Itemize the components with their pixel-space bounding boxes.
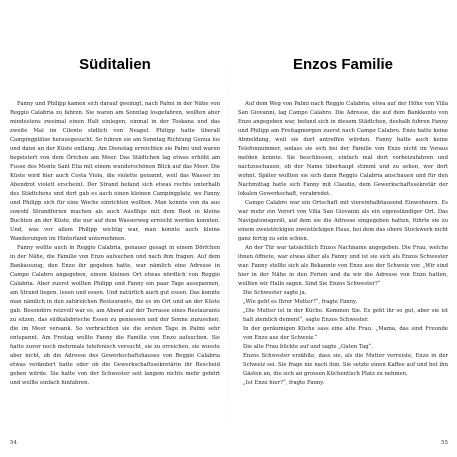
paragraph: Fanny wollte auch in Reggio Calabria, genauer gesagt in einem Dörfchen in der Nähe, die Familie von Enzo aufsuchen und nach ihm fragen. Auf dem Bankauszug, den Enzo ihr gegeben hatte, war nämlich eine Adresse in Campo Calabro angegeben, einem kleinen Ort etwas nördlich von Reggio Calabria. Aber zuerst wollten Philipp und Fanny ein paar Tage ausspannen, am Strand liegen, lesen und essen. Und natürlich auch gut essen. Das konnte man nämlich in den zahlreichen Restaurants, die es im Ort und an der Küste gab. Besonders reizvoll war es, am Abend auf der Terrasse eines Restaurants zu sitzen, das südkalabrische Essen zu geniessen und der Sonne zuzusehen, die im Meer versank. So verbrachten sie die ersten Tage in Palmi sehr entspannt. Am Freitag wollte Fanny die Familie von Enzo aufsuchen. Sie hatte zuvor noch mehrmals telefonisch versucht, sie zu erreichen, sie wusste aber nicht, ob die Adresse des Gewerkschaftshauses von Reggio Calabria etwas verändert hatte oder ob die Gewerkschaftssekretärin ihr Bescheid geben würde. Sie hatte von der Schwester seit langem nichts mehr gehört und wollte einfach hinfahren. (10, 245, 220, 386)
page-number: 54 (10, 440, 17, 446)
paragraph: Die alte Frau blickte auf und sagte „Guten Tag“. (243, 344, 374, 350)
paragraph: Fanny und Philipp kamen sich darauf geeinigt, nach Palmi in der Nähe von Reggio Calabria zu fahren. Sie waren am Sonntag losgefahren, wollten aber mindestens zweimal einen Halt einlegen, einmal in der Toskana und das zweite Mal im Cilento südlich von Neapel. Philipp hatte überall Campingplätze herausgesucht. So fuhren sie am Sonntag Richtung Genua los und dann an der Küste entlang. Am Dienstag erreichten sie Palmi und waren begeistert von dem Örtchen am Meer. Das Städtchen lag etwas erhöht am Fusse des Monte Sant Elia mit einem wunderschönen Blick auf das Meer. Die Küste wird hier auch Costa Viola, die violette genannt, weil das Wasser im Abendrot violett erscheint. Der Strand befand sich etwas rechts unterhalb des Städtchens und dort gab es auch einen kleinen Campingplatz, wo Fanny und Philipp sich für eine Woche einrichten wollten. Man konnte von da aus sowohl Strandferien machen als auch Ausflüge mit dem Boot in kleine Buchten an der Küste, die nur auf dem Wasserweg erreicht werden konnten. Und, was vor allem Philipp wichtig war, man konnte auch kleine Wanderungen im Hinterland unternehmen. (10, 101, 220, 242)
chapter-title: Süditalien (79, 56, 151, 73)
page-body (10, 100, 220, 435)
paragraph: In der geräumigen Küche sass eine alte Frau. „Mama, das sind Freunde von Enzo aus der Schweiz.“ (243, 326, 448, 341)
book-gutter (228, 40, 229, 445)
paragraph: Auf dem Weg von Palmi nach Reggio Calabria, etwa auf der Höhe von Villa San Giovanni, lag Campo Calabro. Die Adresse, die auf dem Bankkonto von Enzo angegeben war, befand sich in diesem Städtchen, deshalb fuhren Fanny und Philipp am Freitagmorgen zuerst nach Campo Calabro. Enzo hatte keine Abmeldung, weil sie dort antreffen würden. Fanny hatte auch keine Telefonnummer, sodass sie sich bei der Familie von Enzo nicht im Voraus melden konnte. Sie beschlossen, einfach mal dort vorbeizufahren und nachzuschauen, ob der Name überhaupt stimmt und zu sehen, wer dort wohnt. Später wollten sie sich dann Reggio Calabria anschauen und für den Nachmittag hatte sich Fanny mit Claudio, dem Gewerkschaftssekretär der lokalen Gewerkschaft, verabredet. (238, 101, 448, 197)
paragraph: „Wie geht es Ihrer Mutter?“, fragte Fanny. (243, 299, 358, 305)
paragraph: „Ist Enzo hier?“, fragte Fanny. (243, 380, 325, 386)
right-page (238, 0, 448, 457)
page-body (238, 100, 448, 435)
left-page (10, 0, 220, 457)
paragraph: An der Tür war tatsächlich Enzos Nachname angegeben. Die Frau, welche ihnen öffnete, war etwas älter als Fanny und ist sie sich als Enzos Schwester war. Fanny stellte sich als Bekannte von Enzo aus der Schweiz vor. „Wir sind hier in der Nähe in den Ferien und da wir die Adresse von Enzo hatten, wollten wir Hallo sagen. Sind Sie Enzos Schwester?“ (238, 245, 448, 287)
paragraph: Die Schwester sagte ja. (243, 290, 307, 296)
chapter-title: Enzos Familie (292, 56, 394, 73)
paragraph: „Die Mutter ist in der Küche. Kommen Sie. Es geht ihr so gut, aber sie ist halt ziemlich dement“, sagte Enzos Schwester. (243, 308, 448, 323)
page-number: 55 (441, 440, 448, 446)
paragraph: Enzos Schwester erzählte, dass sie, als die Mutter verreiste, Enzo in der Schweiz sei. Sie frage nie nach ihm. Sie setzte einen Kaffee auf und bot ihn Gästen an, die sich an grossen Küchentisch Platz zu nehmen. (243, 353, 448, 377)
paragraph: Campo Calabro war ein Ortschaft mit viereinhalbtausend Einwohnern. Es war mehr ein Vorort von Villa San Giovanni als ein eigenständiger Ort. Das Navigationsgerät, auf dem sie die Adresse eingegeben hatten, führte sie zu einem zweistöckigen zweistöckigen Haus, bei dem das obere Stockwerk nicht ganz fertig zu sein schien. (238, 200, 448, 242)
